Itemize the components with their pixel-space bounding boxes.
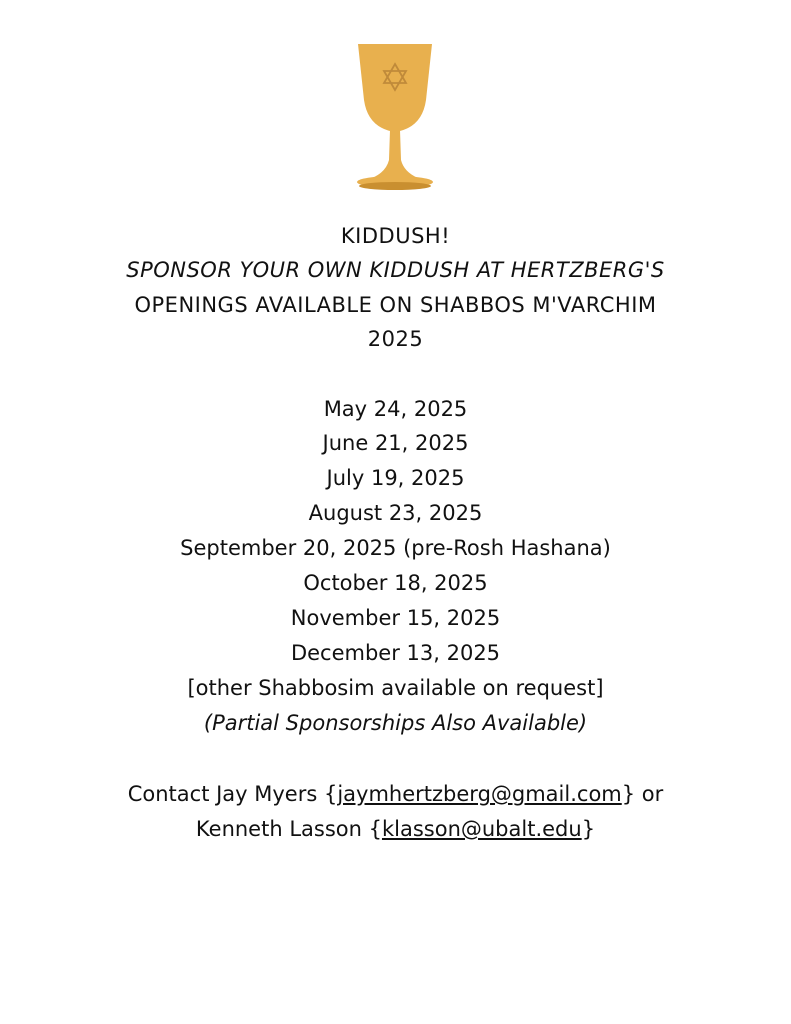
date-item: December 13, 2025 [290,641,501,665]
contact-prefix-1: Contact Jay Myers { [127,782,338,806]
contact-suffix-2: } [581,817,596,841]
contact-line-1 [0,782,791,806]
contact-prefix-2: Kenneth Lasson { [195,817,382,841]
email-link-jay[interactable]: jaymhertzberg@gmail.com [337,782,622,806]
subtitle-year: 2025 [367,327,424,351]
date-item: October 18, 2025 [303,571,488,595]
partial-sponsorship-note: (Partial Sponsorships Also Available) [203,711,588,735]
other-shabbosim-note: [other Shabbosim available on request] [187,676,604,700]
contact-line-2 [0,817,791,841]
contact-suffix-1: } or [621,782,664,806]
date-item: July 19, 2025 [326,466,465,490]
date-item: August 23, 2025 [308,501,483,525]
kiddush-cup-icon [352,40,438,196]
email-link-kenneth[interactable]: klasson@ubalt.edu [381,817,582,841]
subtitle-sponsor: SPONSOR YOUR OWN KIDDUSH AT HERTZBERG'S [126,258,665,282]
date-item: September 20, 2025 (pre-Rosh Hashana) [180,536,611,560]
subtitle-openings: OPENINGS AVAILABLE ON SHABBOS M'VARCHIM [134,293,657,317]
title-kiddush: KIDDUSH! [340,224,451,248]
date-item: November 15, 2025 [290,606,501,630]
date-item: May 24, 2025 [323,397,468,421]
date-item: June 21, 2025 [322,431,469,455]
